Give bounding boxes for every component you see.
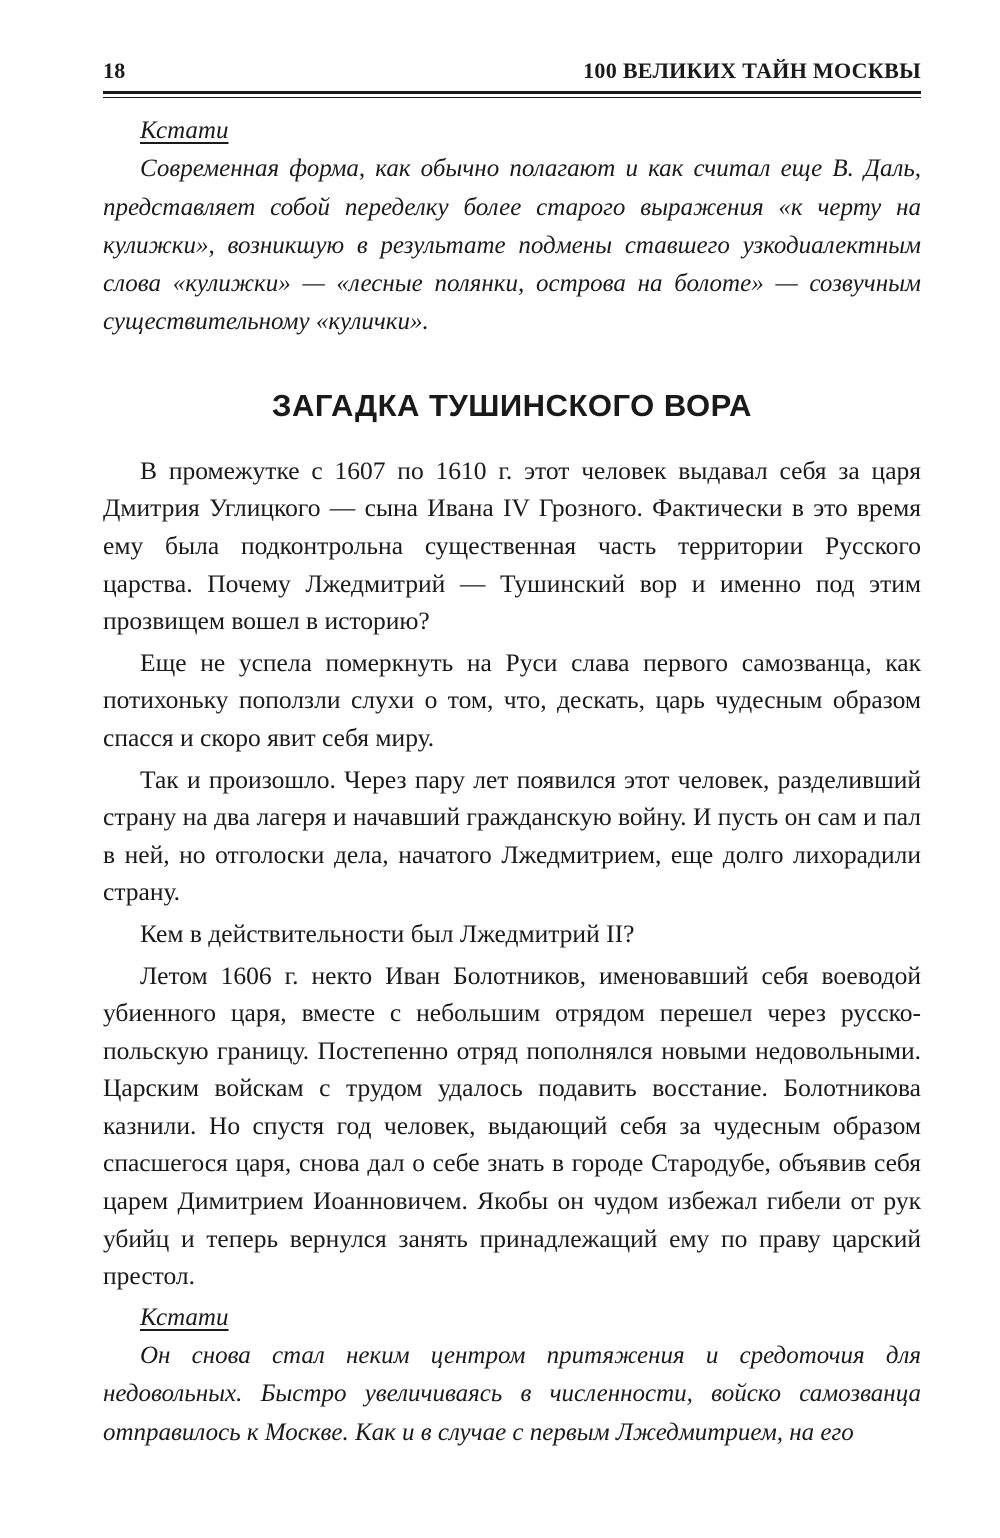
header-rule-thin [103,97,921,98]
paragraph: В промежутке с 1607 по 1610 г. этот человек выдавал себя за царя Дмитрия Углицкого — сына Ивана IV Грозного. Фактически в это время ему была подконтрольна существенная часть территории Русского царства. Почему Лжедмитрий — Тушинский вор и именно под этим прозвищем вошел в историю? [103,455,921,636]
aside-title: Кстати [140,117,229,144]
aside-title: Кстати [140,1303,229,1331]
section-title: ЗАГАДКА ТУШИНСКОГО ВОРА [272,387,752,423]
aside-block-bottom [103,1299,921,1452]
aside-text: Он снова стал неким центром притяжения и средоточия для недовольных. Быстро увеличиваясь в численности, войско самозванца отправилось к Москве. Как и в случае с первым Лжедмитрием, на его [103,1342,921,1446]
paragraph: Еще не успела померкнуть на Руси слава первого самозванца, как потихоньку поползли слухи о том, что, дескать, царь чудесным образом спасся и скоро явит себя миру. [103,647,921,752]
book-title: 100 ВЕЛИКИХ ТАЙН МОСКВЫ [583,58,921,83]
paragraph: Так и произошло. Через пару лет появился этот человек, разделивший страну на два лагеря и начавший гражданскую войну. И пусть он сам и пал в ней, но отголоски дела, начатого Лжедмитрием, еще долго лихорадили страну. [103,764,921,907]
paragraph: Летом 1606 г. некто Иван Болотников, именовавший себя воеводой убиенного царя, вместе с небольшим отрядом перешел через русско-польскую границу. Постепенно отряд пополнялся новыми недовольными. Царским войскам с трудом удалось подавить восстание. Болотникова казнили. Но спустя год человек, выдающий себя за чудесным образом спасшегося царя, снова дал о себе знать в городе Стародубе, объявив себя царем Димитрием Иоанновичем. Якобы он чудом избежал гибели от рук убийц и теперь вернулся занять принадлежащий ему по праву царский престол. [103,960,921,1291]
running-header [103,58,921,88]
aside-block-top [103,112,921,342]
book-page [103,58,921,1452]
paragraph: Кем в действительности был Лжедмитрий II? [140,918,635,948]
header-rule-thick [103,91,921,94]
aside-text: Современная форма, как обычно полагают и как считал еще В. Даль, представляет собой переделку более старого выражения «к черту на кулижки», возникшую в результате подмены ставшего узкодиалектным слова «кулижки» — «лесные полянки, острова на болоте» — созвучным существительному «кулички». [103,155,921,336]
page-number: 18 [103,58,126,83]
section-body [103,452,921,1295]
